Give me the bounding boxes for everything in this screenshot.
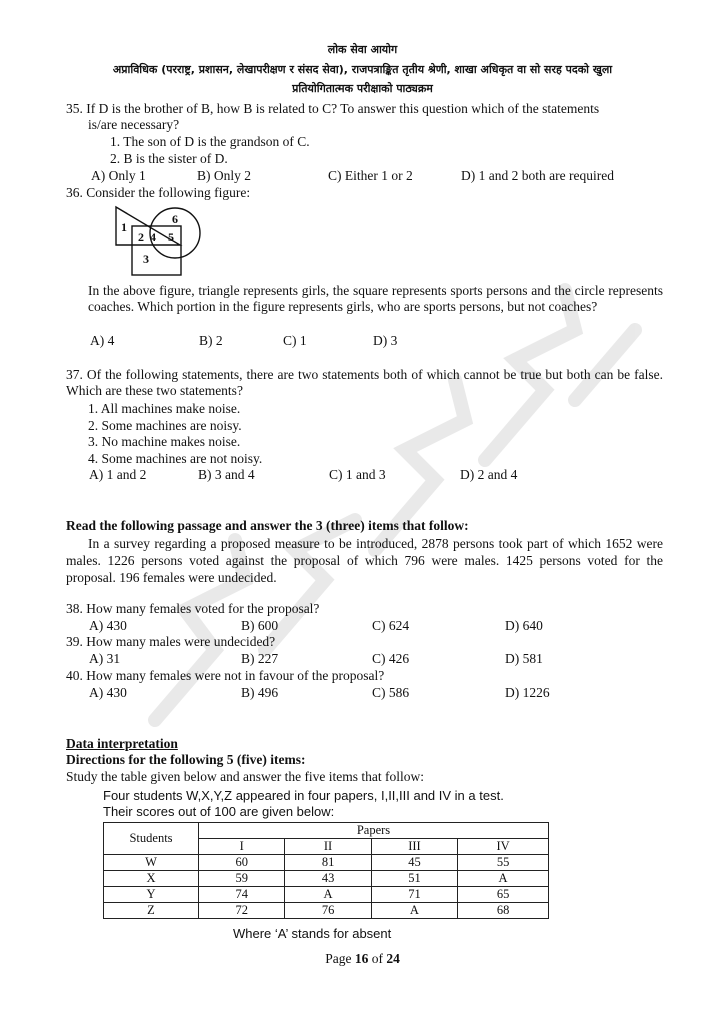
q35-stem: 35. If D is the brother of B, how B is related to C? To answer this question which of the statements <box>66 101 600 116</box>
study-instruction: Study the table given below and answer the five items that follow: <box>66 769 425 784</box>
table-cell: 71 <box>371 887 457 903</box>
q39-option-a: A) 31 <box>89 651 121 666</box>
column-header: II <box>285 839 371 855</box>
q36-option-a: A) 4 <box>90 333 115 348</box>
table-header-row <box>104 823 549 839</box>
table-cell: 65 <box>458 887 549 903</box>
q40-stem: 40. How many females were not in favour of the proposal? <box>66 668 385 683</box>
table-cell: A <box>458 871 549 887</box>
directions-heading: Directions for the following 5 (five) items: <box>66 752 306 767</box>
q38-option-c: C) 624 <box>372 618 410 633</box>
q39-option-c: C) 426 <box>372 651 410 666</box>
q40-option-d: D) 1226 <box>505 685 550 700</box>
q37-option-b: B) 3 and 4 <box>198 467 255 482</box>
table-row <box>104 903 549 919</box>
q39-option-b: B) 227 <box>241 651 279 666</box>
region-label: 2 <box>138 230 144 244</box>
column-header: III <box>371 839 457 855</box>
region-label: 3 <box>143 252 149 266</box>
q37-stem: 37. Of the following statements, there are two statements both of which cannot be true but both can be false. Which are these two statements? <box>66 367 663 398</box>
q38-stem: 38. How many females voted for the proposal? <box>66 601 320 616</box>
passage-heading: Read the following passage and answer the 3 (three) items that follow: <box>66 518 469 533</box>
table-cell: 59 <box>199 871 285 887</box>
q35-statement-2: 2. B is the sister of D. <box>110 151 228 166</box>
column-header: IV <box>458 839 549 855</box>
q39-stem: 39. How many males were undecided? <box>66 634 276 649</box>
q35-stem-cont: is/are necessary? <box>88 117 180 132</box>
table-row <box>104 887 549 903</box>
page-number <box>0 951 725 967</box>
papers-header: Papers <box>199 823 549 839</box>
table-cell: W <box>104 855 199 871</box>
table-cell: 72 <box>199 903 285 919</box>
region-label: 6 <box>172 212 178 226</box>
table-note: Where ‘A’ stands for absent <box>233 926 392 941</box>
q35-option-d: D) 1 and 2 both are required <box>461 168 614 183</box>
region-label: 4 <box>150 230 156 244</box>
q35-option-c: C) Either 1 or 2 <box>328 168 413 183</box>
q35-option-a: A) Only 1 <box>91 168 146 183</box>
table-cell: 55 <box>458 855 549 871</box>
q37-option-a: A) 1 and 2 <box>89 467 147 482</box>
page-prefix: Page <box>325 951 355 966</box>
table-row <box>104 855 549 871</box>
table-cell: Z <box>104 903 199 919</box>
q40-option-a: A) 430 <box>89 685 127 700</box>
column-header: I <box>199 839 285 855</box>
table-cell: Y <box>104 887 199 903</box>
students-header: Students <box>104 823 199 855</box>
page-current: 16 <box>354 951 369 966</box>
q35-statement-1: 1. The son of D is the grandson of C. <box>110 134 310 149</box>
q37-statement-2: 2. Some machines are noisy. <box>88 418 242 433</box>
venn-figure <box>110 203 210 278</box>
section-title: Data interpretation <box>66 736 178 751</box>
table-caption-1: Four students W,X,Y,Z appeared in four papers, I,II,III and IV in a test. <box>103 788 504 803</box>
scores-table <box>103 822 549 919</box>
table-cell: A <box>285 887 371 903</box>
page-total: 24 <box>386 951 400 966</box>
table-row <box>104 871 549 887</box>
region-label: 1 <box>121 220 127 234</box>
q36-option-c: C) 1 <box>283 333 307 348</box>
table-cell: 43 <box>285 871 371 887</box>
q36-option-d: D) 3 <box>373 333 398 348</box>
region-label: 5 <box>168 230 174 244</box>
table-cell: 60 <box>199 855 285 871</box>
q36-description: In the above figure, triangle represents girls, the square represents sports persons and the circle represents coaches. Which portion in the figure represents girls, who are sports persons, but not coaches? <box>88 283 663 314</box>
passage-text: In a survey regarding a proposed measure to be introduced, 2878 persons took part of which 1652 were males. 1226 persons voted against the proposal of which 796 were males. 1425 persons voted for the proposal. 196 females were undecided. <box>66 536 663 585</box>
q37-option-d: D) 2 and 4 <box>460 467 518 482</box>
table-cell: 81 <box>285 855 371 871</box>
q40-option-b: B) 496 <box>241 685 279 700</box>
table-cell: 68 <box>458 903 549 919</box>
q38-option-b: B) 600 <box>241 618 279 633</box>
q37-statement-4: 4. Some machines are not noisy. <box>88 451 263 466</box>
q39-option-d: D) 581 <box>505 651 543 666</box>
q36-stem: 36. Consider the following figure: <box>66 185 251 200</box>
q35-option-b: B) Only 2 <box>197 168 251 183</box>
table-cell: X <box>104 871 199 887</box>
table-cell: 74 <box>199 887 285 903</box>
table-cell: 76 <box>285 903 371 919</box>
q40-option-c: C) 586 <box>372 685 410 700</box>
header-title: लोक सेवा आयोग <box>327 43 398 56</box>
table-cell: A <box>371 903 457 919</box>
q37-statement-1: 1. All machines make noise. <box>88 401 241 416</box>
page-of: of <box>368 951 387 966</box>
table-cell: 45 <box>371 855 457 871</box>
q38-option-a: A) 430 <box>89 618 127 633</box>
q38-option-d: D) 640 <box>505 618 543 633</box>
header-subtitle: अप्राविधिक (परराष्ट्र, प्रशासन, लेखापरीक्षण र संसद सेवा), राजपत्राङ्कित तृतीय श्रेणी, शाखा अधिकृत वा सो सरह पदको खुला <box>112 63 613 76</box>
q37-option-c: C) 1 and 3 <box>329 467 386 482</box>
q37-statement-3: 3. No machine makes noise. <box>88 434 241 449</box>
q36-option-b: B) 2 <box>199 333 223 348</box>
table-caption-2: Their scores out of 100 are given below: <box>103 804 335 819</box>
table-cell: 51 <box>371 871 457 887</box>
header-subtitle-2: प्रतियोगितात्मक परीक्षाको पाठ्यक्रम <box>292 82 433 95</box>
